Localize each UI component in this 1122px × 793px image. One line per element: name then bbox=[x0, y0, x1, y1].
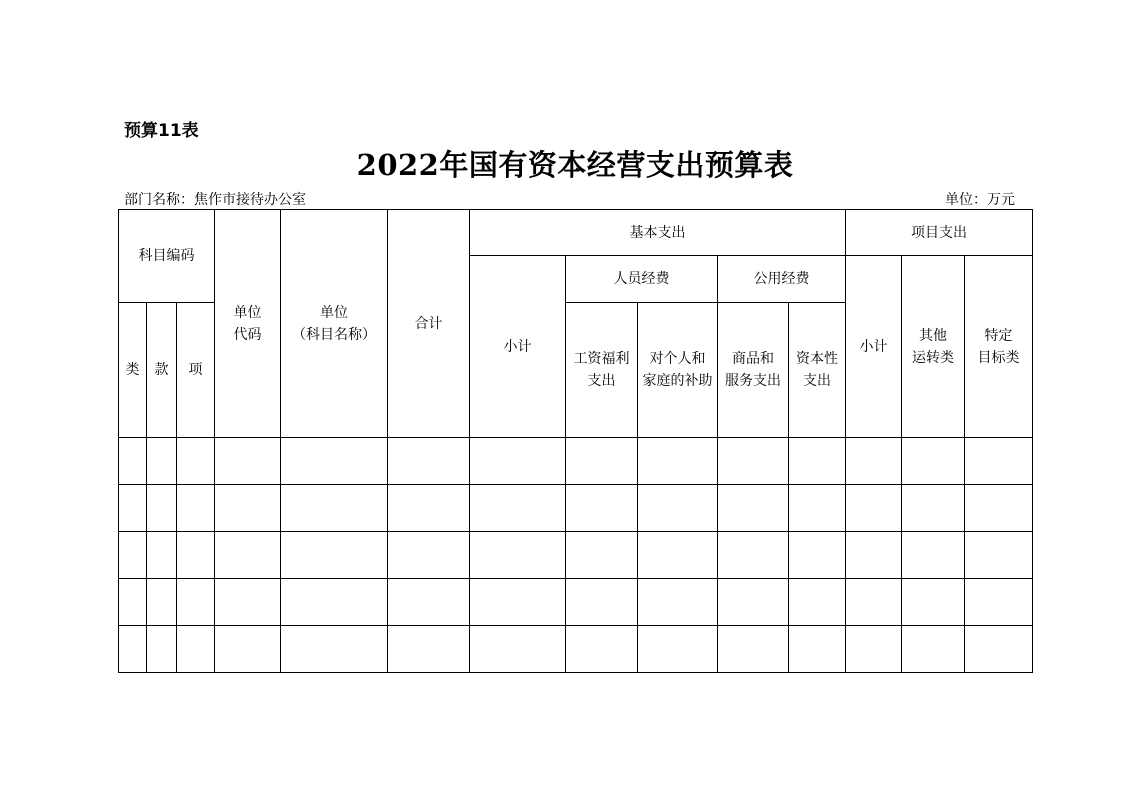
header-category: 类 bbox=[119, 303, 147, 438]
header-subject-code: 科目编码 bbox=[119, 210, 215, 303]
table-row bbox=[119, 438, 1033, 485]
header-personnel-expense: 人员经费 bbox=[566, 256, 718, 303]
table-row bbox=[119, 626, 1033, 673]
header-individual-subsidies: 对个人和 家庭的补助 bbox=[638, 303, 718, 438]
unit-label: 单位：万元 bbox=[945, 192, 1015, 208]
table-row bbox=[119, 485, 1033, 532]
header-basic-expense: 基本支出 bbox=[470, 210, 846, 256]
table-row bbox=[119, 579, 1033, 626]
form-number: 预算11表 bbox=[124, 121, 199, 141]
header-other-operation: 其他 运转类 bbox=[902, 256, 965, 438]
page-title: 2022年国有资本经营支出预算表 bbox=[356, 148, 794, 182]
department-name: 部门名称：焦作市接待办公室 bbox=[124, 192, 306, 208]
header-unit-code: 单位 代码 bbox=[215, 210, 281, 438]
header-project-expense: 项目支出 bbox=[846, 210, 1033, 256]
header-item: 项 bbox=[177, 303, 215, 438]
header-goods-services: 商品和 服务支出 bbox=[718, 303, 789, 438]
budget-table bbox=[118, 209, 1033, 673]
table-row bbox=[119, 532, 1033, 579]
header-capital-expense: 资本性 支出 bbox=[789, 303, 846, 438]
header-public-expense: 公用经费 bbox=[718, 256, 846, 303]
header-unit-name: 单位 （科目名称） bbox=[281, 210, 388, 438]
header-specific-target: 特定 目标类 bbox=[965, 256, 1033, 438]
header-section: 款 bbox=[147, 303, 177, 438]
header-project-subtotal: 小计 bbox=[846, 256, 902, 438]
header-basic-subtotal: 小计 bbox=[470, 256, 566, 438]
header-total: 合计 bbox=[388, 210, 470, 438]
header-wages-benefits: 工资福利 支出 bbox=[566, 303, 638, 438]
